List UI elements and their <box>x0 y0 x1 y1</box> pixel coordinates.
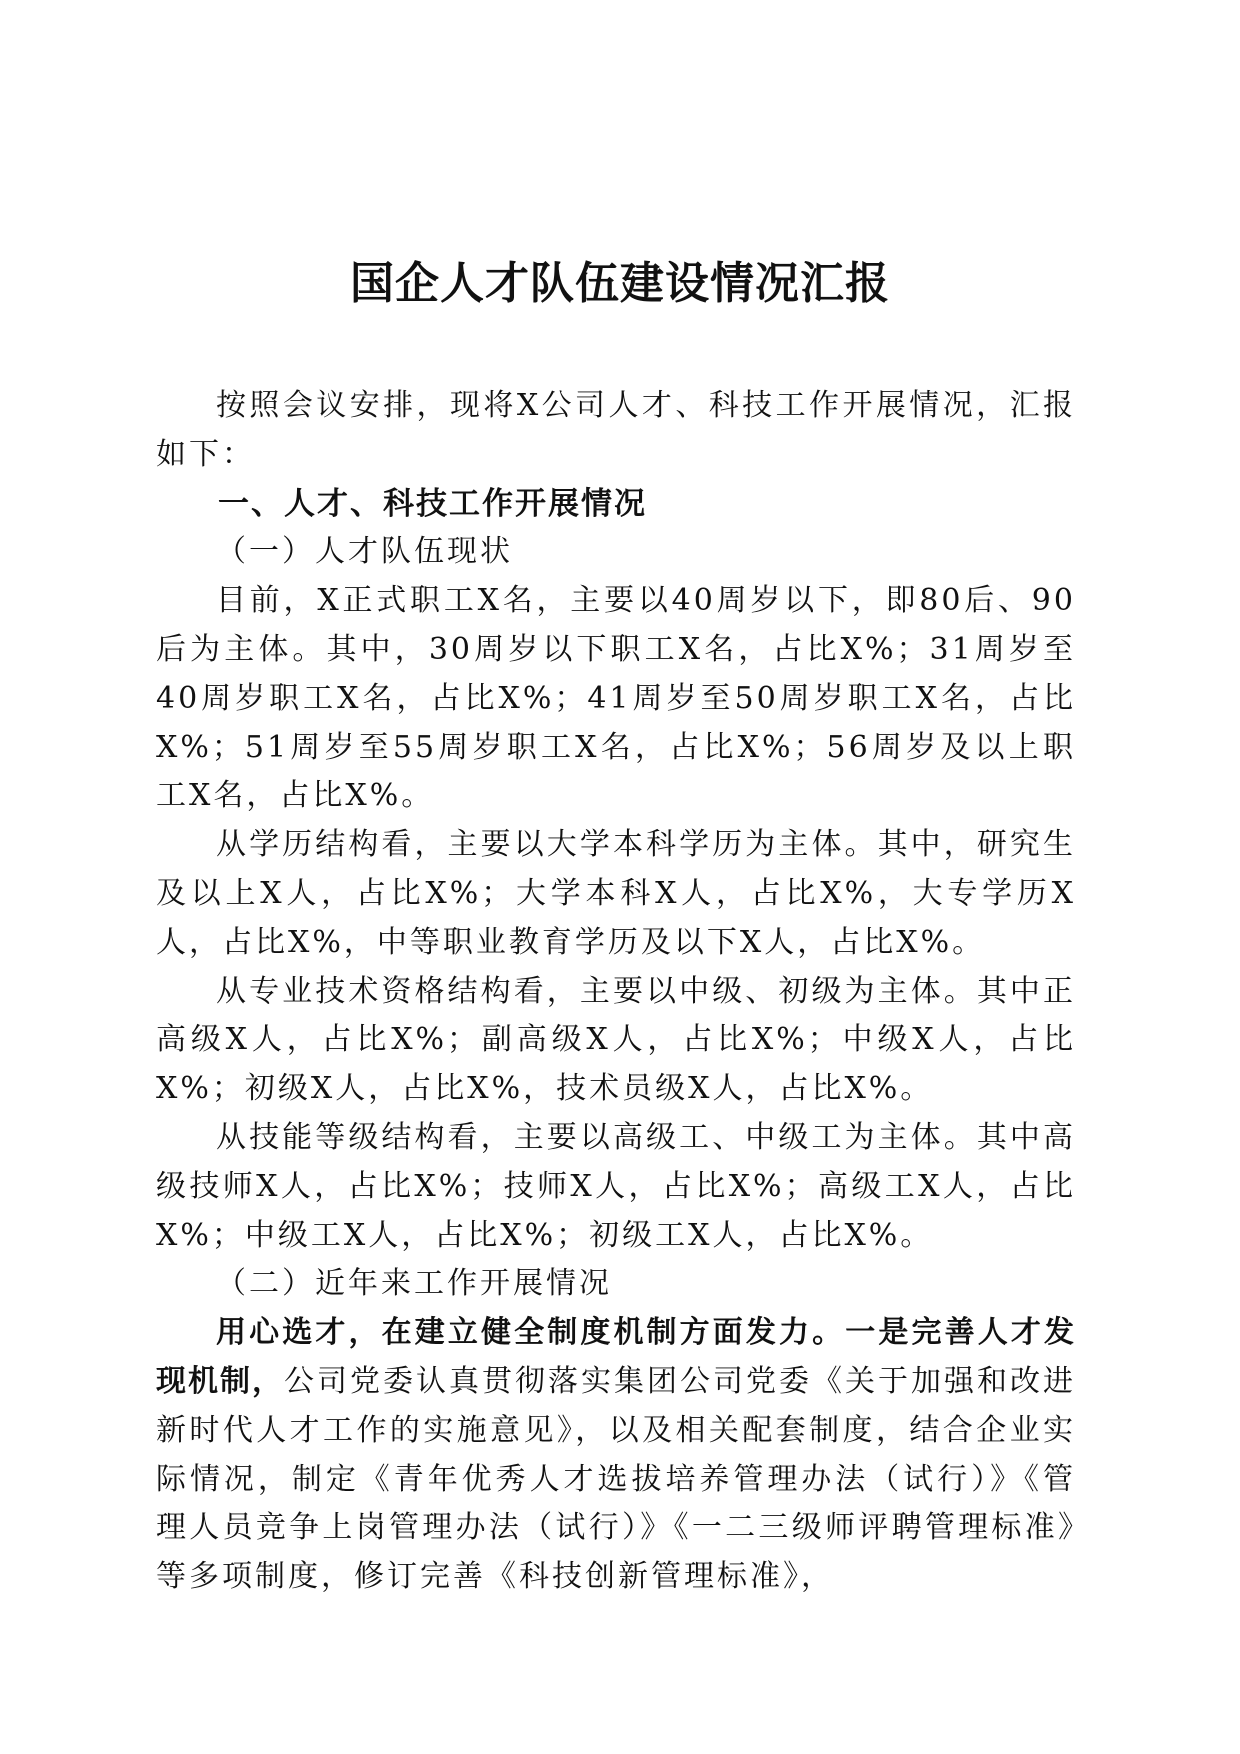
paragraph-bold-lead: 用心选才，在建立健全制度机制方面发力。一是完善人才发现机制， <box>156 1315 1076 1399</box>
document-title: 国企人才队伍建设情况汇报 <box>350 258 890 309</box>
paragraph-age-structure: 目前，X正式职工X名，主要以40周岁以下，即80后、90后为主体。其中，30周岁以下职工X名，占比X%；31周岁至40周岁职工X名，占比X%；41周岁至50周岁职工X名，占比X%；51周岁至55周岁职工X名，占比X%；56周岁及以上职工X名，占比X%。 <box>156 583 1076 814</box>
paragraph-education-structure: 从学历结构看，主要以大学本科学历为主体。其中，研究生及以上X人，占比X%；大学本科X人，占比X%，大专学历X人，占比X%，中等职业教育学历及以下X人，占比X%。 <box>156 827 1076 960</box>
intro-paragraph: 按照会议安排，现将X公司人才、科技工作开展情况，汇报如下： <box>156 388 1076 472</box>
subsection-heading-2: （二）近年来工作开展情况 <box>216 1266 612 1302</box>
paragraph-skill-structure: 从技能等级结构看，主要以高级工、中级工为主体。其中高级技师X人，占比X%；技师X人，占比X%；高级工X人，占比X%；中级工X人，占比X%；初级工X人，占比X%。 <box>156 1119 1076 1253</box>
paragraph-body-text: 公司党委认真贯彻落实集团公司党委《关于加强和改进新时代人才工作的实施意见》，以及相关配套制度，结合企业实际情况，制定《青年优秀人才选拔培养管理办法（试行）》《管理人员竞争上岗管理办法（试行）》《一二三级师评聘管理标准》等多项制度，修订完善《科技创新管理标准》， <box>156 1363 1076 1595</box>
section-heading-1: 一、人才、科技工作开展情况 <box>218 485 647 522</box>
subsection-heading-1: （一）人才队伍现状 <box>216 534 513 570</box>
paragraph-title-structure: 从专业技术资格结构看，主要以中级、初级为主体。其中正高级X人，占比X%；副高级X人，占比X%；中级X人，占比X%；初级X人，占比X%，技术员级X人，占比X%。 <box>156 973 1076 1107</box>
paragraph-talent-selection <box>156 1309 1076 1602</box>
document-body <box>156 382 1076 1602</box>
